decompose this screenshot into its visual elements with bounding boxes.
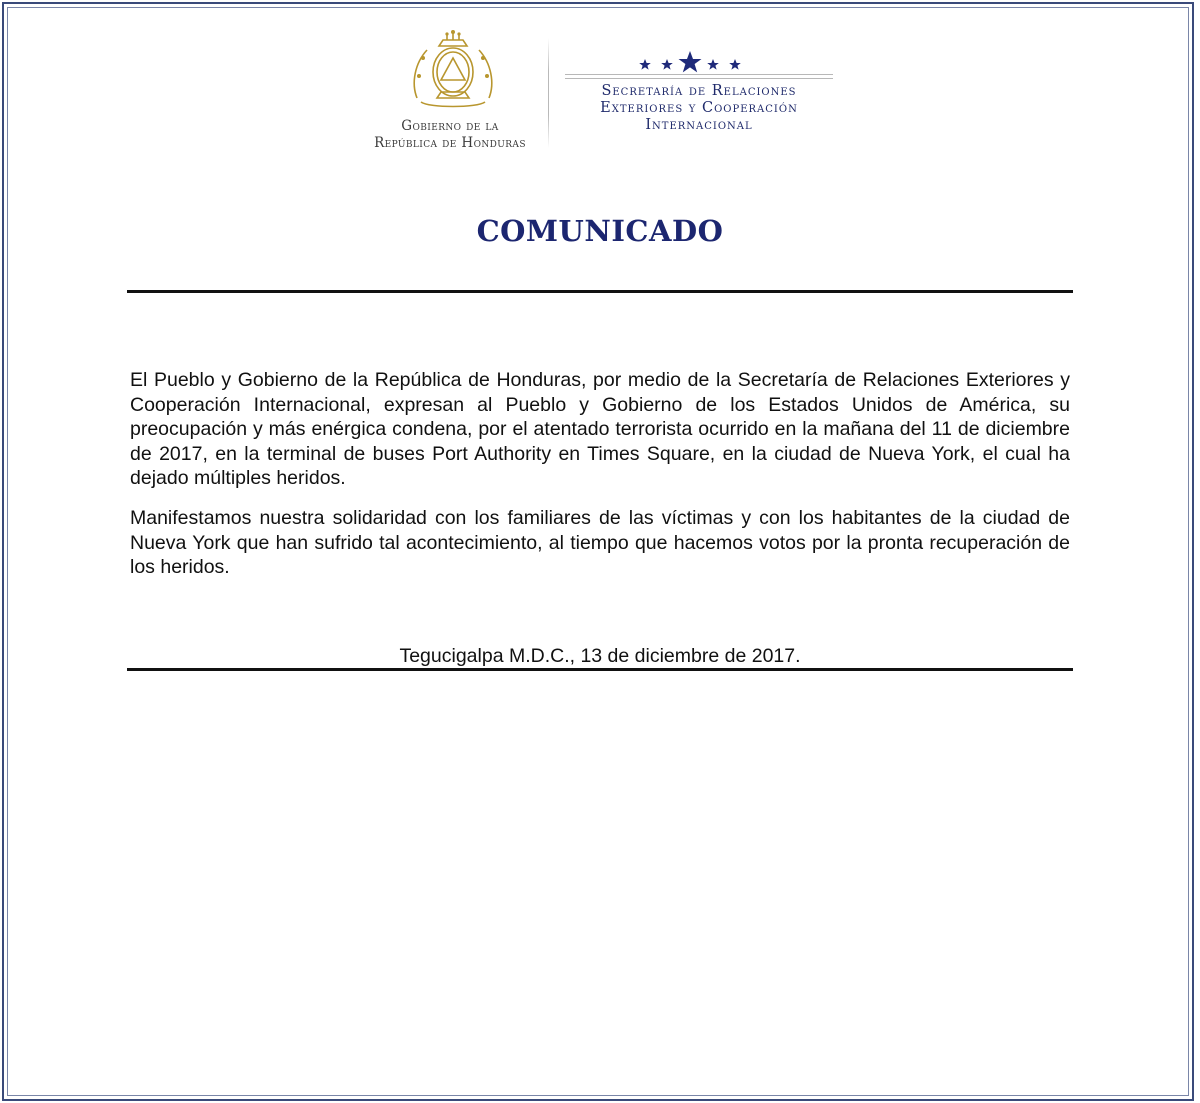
title-rule <box>127 290 1073 293</box>
footer-rule <box>127 668 1073 671</box>
secretariat-rule-bottom <box>565 78 833 79</box>
coat-of-arms-icon <box>407 28 499 114</box>
secretariat-rule-top <box>565 74 833 75</box>
body-paragraph-2: Manifestamos nuestra solidaridad con los familiares de las víctimas y con los habitantes de la ciudad de Nueva York que han sufrido tal acontecimiento, al tiempo que hacemos votos por la pronta recuperación de los heridos. <box>130 507 1070 578</box>
logo-divider <box>548 38 549 148</box>
secretariat-logo-line3: Internacional <box>645 117 753 133</box>
document-title: COMUNICADO <box>476 214 724 248</box>
government-logo-line1: Gobierno de la <box>401 118 499 134</box>
secretariat-logo-line2: Exteriores y Cooperación <box>600 100 798 116</box>
place-date: Tegucigalpa M.D.C., 13 de diciembre de 2017. <box>399 645 801 667</box>
secretariat-logo-line1: Secretaría de Relaciones <box>601 83 797 99</box>
government-logo-line2: República de Honduras <box>374 135 526 151</box>
government-logo <box>355 28 545 153</box>
five-stars-icon <box>635 50 745 74</box>
body-paragraph-1: El Pueblo y Gobierno de la República de Honduras, por medio de la Secretaría de Relaciones Exteriores y Cooperación Internacional, expresan al Pueblo y Gobierno de los Estados Unidos de América, su preocupación y más enérgica condena, por el atentado terrorista ocurrido en la mañana del 11 de diciembre de 2017, en la terminal de buses Port Authority en Times Square, en la ciudad de Nueva York, el cual ha dejado múltiples heridos. <box>130 369 1070 489</box>
secretariat-logo <box>565 50 835 140</box>
